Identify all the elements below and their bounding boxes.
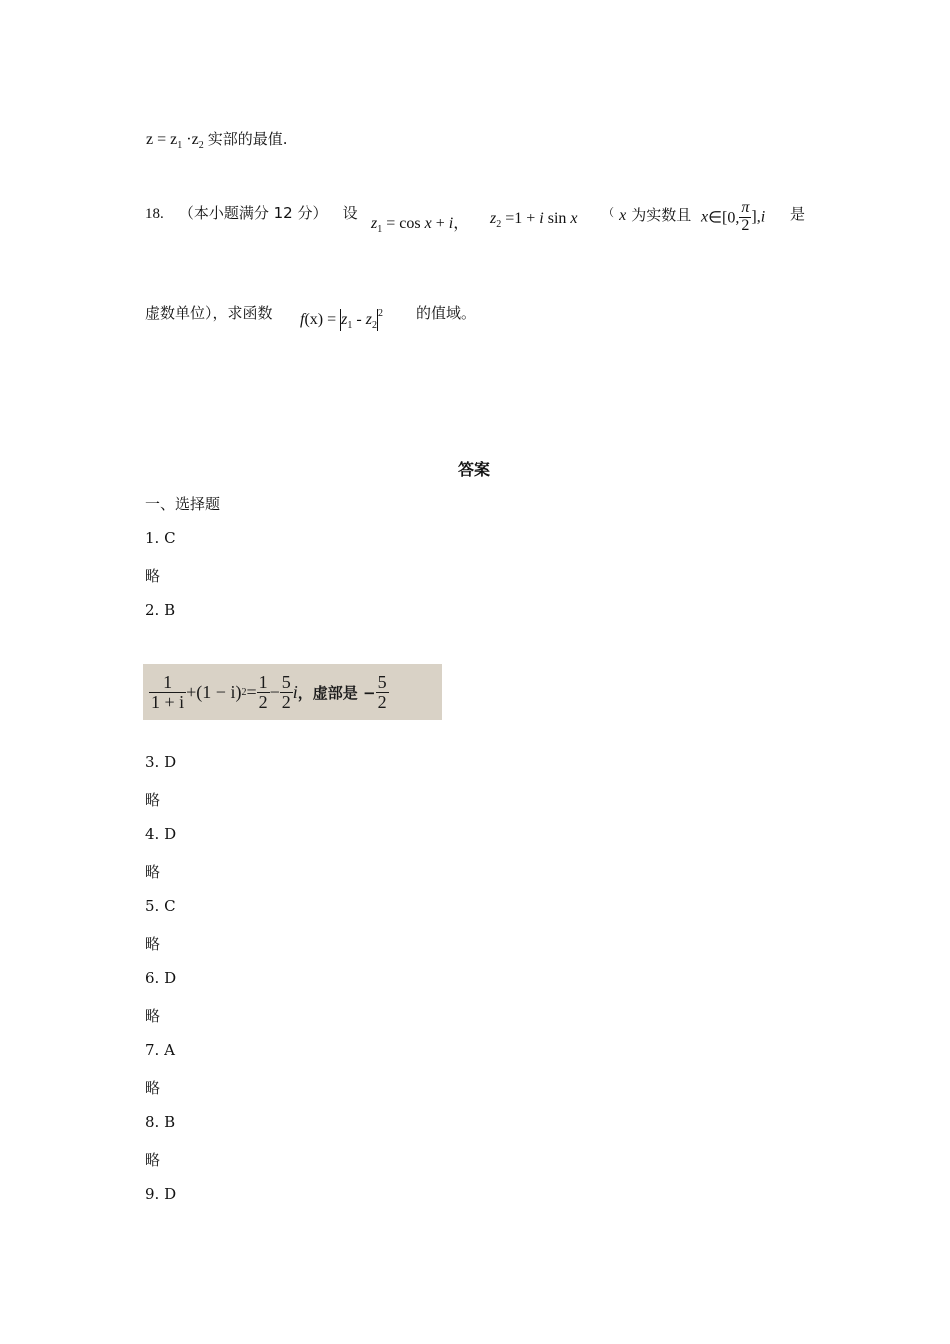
x-variable: x (619, 207, 627, 224)
f4-den: 2 (377, 691, 387, 712)
z1-rhs: = cos (386, 215, 421, 232)
z1-comma: ， (453, 215, 470, 232)
frac-five-halves (280, 673, 293, 712)
z2-def-subscript: 2 (496, 219, 502, 230)
answer-note: 略 (145, 1079, 161, 1097)
shi-text: 是 (790, 205, 806, 223)
q2-solution-image (143, 664, 442, 720)
frac-half (257, 673, 270, 712)
question-number: 18. (145, 206, 164, 222)
f2-den: 2 (258, 691, 268, 712)
abs-z1: z (341, 311, 348, 328)
z2-symbol: z (191, 131, 199, 148)
range-close: ], (751, 208, 761, 226)
answer-label: 7. A (145, 1041, 175, 1059)
answer-label: 5. C (145, 897, 176, 915)
f2-num: 1 (258, 671, 268, 692)
z1-def-subscript: 1 (377, 224, 383, 235)
answer-note: 略 (145, 791, 161, 809)
z1-definition (371, 210, 469, 235)
range-in: ∈[0, (708, 209, 740, 227)
abs-minus: - (356, 311, 362, 328)
answer-label: 3. D (145, 753, 177, 771)
f3-den: 2 (281, 691, 291, 712)
abs-z1-sub: 1 (347, 320, 353, 331)
imaginary-i: i (292, 681, 298, 702)
z1-symbol: z (170, 131, 178, 148)
z2-x: x (570, 210, 578, 227)
minus-sign: − (269, 681, 280, 702)
abs-z2: z (365, 311, 372, 328)
condition-text: 为实数且 (631, 206, 692, 224)
z1-subscript: 1 (177, 140, 183, 151)
section-heading: 一、选择题 (145, 495, 221, 513)
z1-x: x (424, 215, 432, 232)
answer-label: 2. B (145, 601, 176, 619)
q17-tail-text: 实部的最值. (207, 130, 288, 148)
answer-note: 略 (145, 863, 161, 881)
q18-line2-text: 虚数单位），求函数 (145, 304, 273, 322)
x-range (701, 200, 765, 235)
two-denominator: 2 (741, 216, 750, 234)
abs-z2-sub: 2 (371, 320, 377, 331)
f-symbol: f (300, 311, 305, 328)
answer-label: 4. D (145, 825, 177, 843)
f1-num: 1 (149, 673, 186, 693)
z1-plus: + (435, 215, 445, 232)
eq-sign: = (246, 681, 257, 702)
answers-title: 答案 (458, 460, 491, 479)
function-definition (300, 308, 383, 331)
z2-i: i (539, 210, 544, 227)
answer-note: 略 (145, 567, 161, 585)
answer-label: 8. B (145, 1113, 176, 1131)
she-text: 设 (342, 204, 358, 222)
z-symbol: z (146, 131, 154, 148)
frac-five-halves-2 (376, 673, 389, 712)
z2-sin: sin (547, 210, 567, 227)
f4-num: 5 (377, 671, 387, 692)
plus-term: +(1 − i) (186, 681, 242, 702)
z2-definition (490, 210, 578, 230)
frac-1-over-1plusi (149, 673, 186, 712)
multiply-dot: · (186, 131, 192, 148)
answer-label: 6. D (145, 969, 177, 987)
q18-condition (603, 204, 691, 225)
answer-note: 略 (145, 1007, 161, 1025)
abs-square: 2 (377, 308, 383, 319)
z2-rhs: =1 + (505, 210, 536, 227)
q17-tail-line (146, 128, 287, 151)
pi-over-two (739, 200, 751, 235)
pi-numerator: π (741, 199, 750, 216)
range-i: i (760, 208, 766, 226)
question-score: （本小题满分 12 分） (178, 204, 328, 222)
z1-letter: z (371, 215, 378, 232)
answer-note: 略 (145, 935, 161, 953)
imaginary-part-text: ，虚部是 − (297, 683, 376, 702)
answer-label: 1. C (145, 529, 176, 547)
equals-sign: = (157, 131, 167, 148)
open-paren: （ (603, 206, 614, 219)
fx-args: (x) = (304, 311, 337, 328)
f3-num: 5 (281, 671, 291, 692)
square: 2 (241, 686, 247, 698)
q18-line2-end: 的值域。 (416, 304, 477, 322)
range-x: x (701, 208, 709, 226)
q18-line1 (145, 202, 358, 223)
f1-den: 1 + i (151, 691, 185, 712)
answer-label: 9. D (145, 1185, 177, 1203)
z2-subscript: 2 (198, 140, 204, 151)
z1-i: i (448, 215, 454, 232)
answer-note: 略 (145, 1151, 161, 1169)
z2-letter: z (490, 210, 497, 227)
